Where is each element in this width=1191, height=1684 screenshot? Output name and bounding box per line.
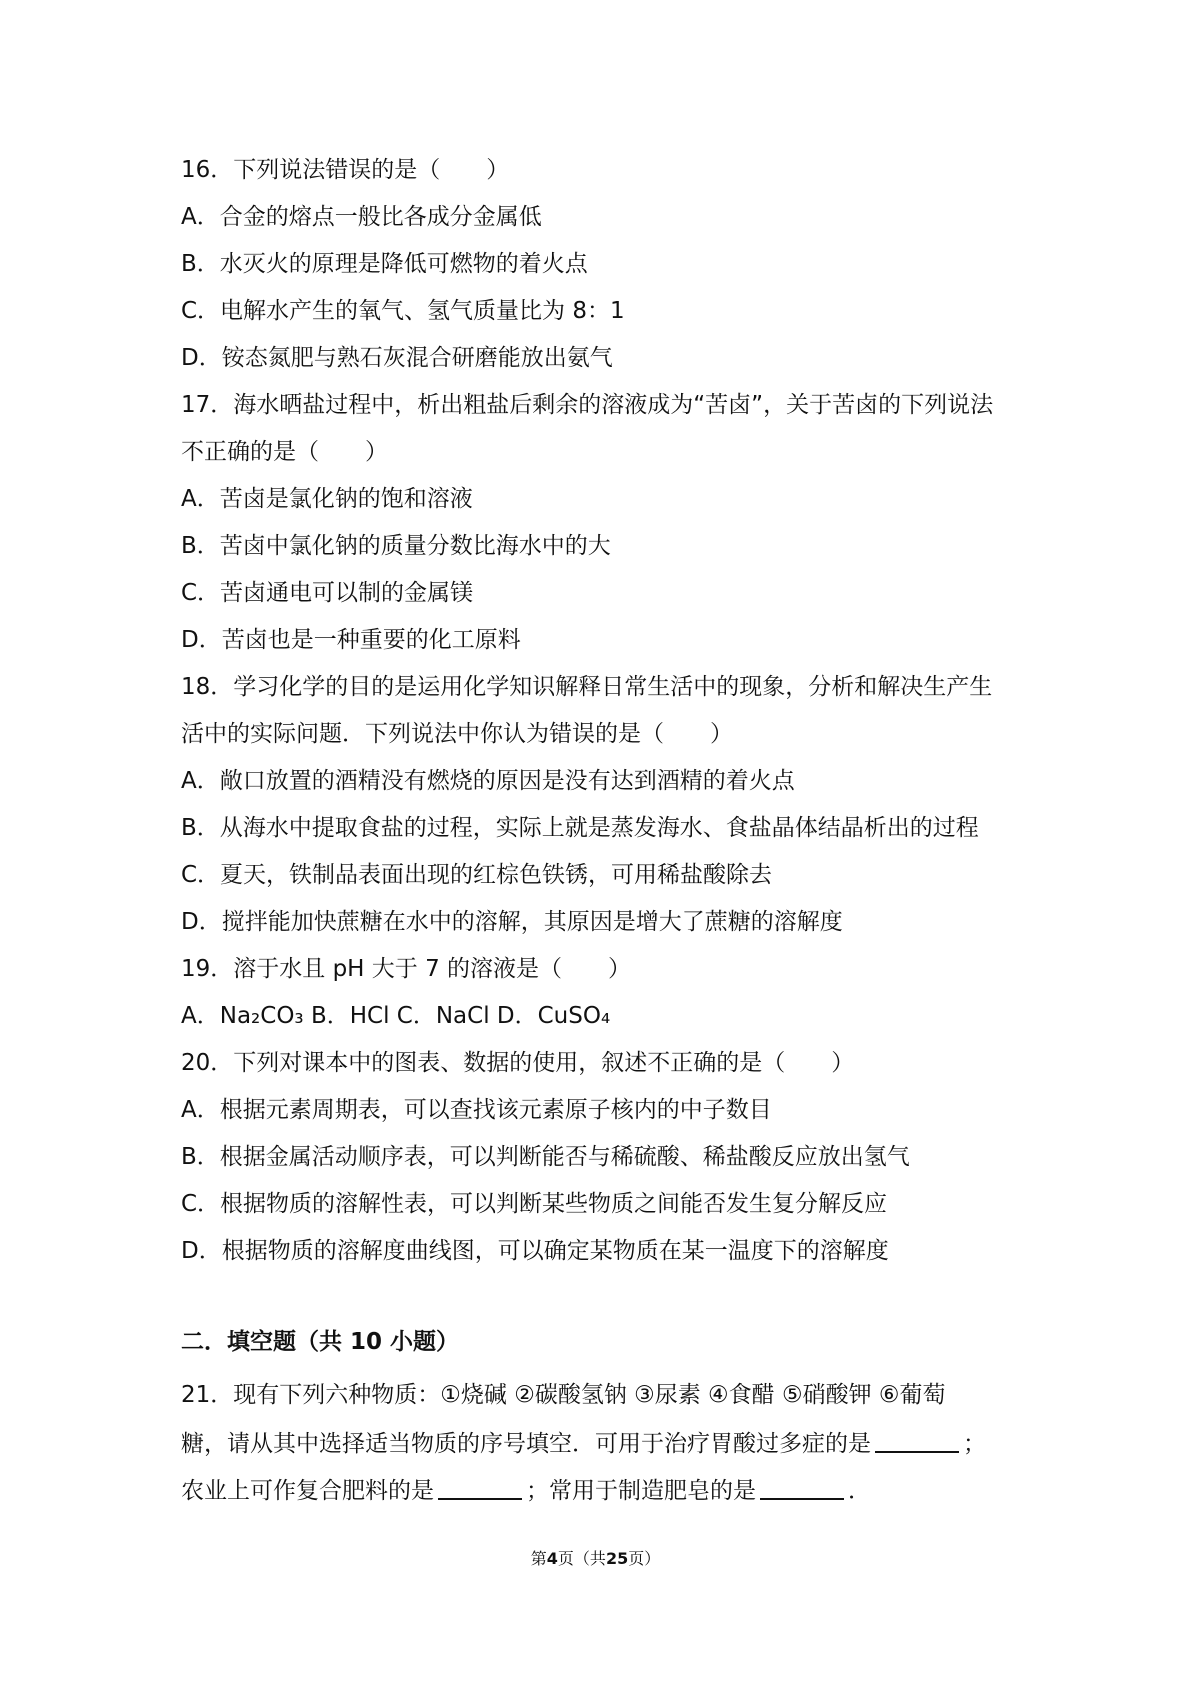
question-21-line2-text: 糖，请从其中选择适当物质的序号填空．可用于治疗胃酸过多症的是	[181, 1431, 871, 1457]
question-18-option-a: A．敞口放置的酒精没有燃烧的原因是没有达到酒精的着火点	[181, 768, 795, 794]
footer-middle: 页（共	[557, 1549, 606, 1568]
question-21-line3-mid: ；常用于制造肥皂的是	[526, 1478, 756, 1504]
question-21-line3	[181, 1474, 1031, 1504]
question-18-stem-line1: 18．学习化学的目的是运用化学知识解释日常生活中的现象，分析和解决生产生	[181, 674, 993, 700]
question-20-option-b: B．根据金属活动顺序表，可以判断能否与稀硫酸、稀盐酸反应放出氢气	[181, 1144, 910, 1170]
page-footer	[0, 1548, 1191, 1570]
section-title: 二．填空题（共 10 小题）	[181, 1329, 460, 1355]
question-16-option-d: D．铵态氮肥与熟石灰混合研磨能放出氨气	[181, 345, 613, 371]
question-19-stem: 19．溶于水且 pH 大于 7 的溶液是（ ）	[181, 956, 632, 982]
question-18-option-c: C．夏天，铁制品表面出现的红棕色铁锈，可用稀盐酸除去	[181, 862, 773, 888]
question-16-option-b: B．水灭火的原理是降低可燃物的着火点	[181, 251, 588, 277]
footer-suffix: 页）	[628, 1549, 661, 1568]
question-18-option-b: B．从海水中提取食盐的过程，实际上就是蒸发海水、食盐晶体结晶析出的过程	[181, 815, 979, 841]
question-18-stem-line2: 活中的实际问题．下列说法中你认为错误的是（ ）	[181, 721, 733, 747]
question-21-line1: 21．现有下列六种物质：①烧碱 ②碳酸氢钠 ③尿素 ④食醋 ⑤硝酸钾 ⑥葡萄	[181, 1382, 946, 1408]
question-16-option-c: C．电解水产生的氧气、氢气质量比为 8：1	[181, 298, 625, 324]
answer-blank-1[interactable]	[875, 1427, 959, 1453]
question-17-stem-line1: 17．海水晒盐过程中，析出粗盐后剩余的溶液成为“苦卤”，关于苦卤的下列说法	[181, 392, 994, 418]
question-21-line3-end: ．	[848, 1478, 871, 1504]
question-17-option-b: B．苦卤中氯化钠的质量分数比海水中的大	[181, 533, 611, 559]
footer-page-number: 4	[546, 1549, 558, 1568]
answer-blank-3[interactable]	[760, 1474, 844, 1500]
question-18-option-d: D．搅拌能加快蔗糖在水中的溶解，其原因是增大了蔗糖的溶解度	[181, 909, 843, 935]
question-20-option-c: C．根据物质的溶解性表，可以判断某些物质之间能否发生复分解反应	[181, 1191, 888, 1217]
question-17-option-a: A．苦卤是氯化钠的饱和溶液	[181, 486, 473, 512]
question-19-options: A．Na₂CO₃ B．HCl C．NaCl D．CuSO₄	[181, 1003, 611, 1029]
question-20-option-d: D．根据物质的溶解度曲线图，可以确定某物质在某一温度下的溶解度	[181, 1238, 889, 1264]
question-21-line2-tail: ；	[963, 1431, 986, 1457]
question-17-option-d: D．苦卤也是一种重要的化工原料	[181, 627, 521, 653]
question-20-stem: 20．下列对课本中的图表、数据的使用，叙述不正确的是（ ）	[181, 1050, 855, 1076]
question-17-stem-line2: 不正确的是（ ）	[181, 439, 388, 465]
question-16-stem: 16．下列说法错误的是（ ）	[181, 157, 510, 183]
question-20-option-a: A．根据元素周期表，可以查找该元素原子核内的中子数目	[181, 1097, 772, 1123]
question-21-line3-text: 农业上可作复合肥料的是	[181, 1478, 434, 1504]
question-17-option-c: C．苦卤通电可以制的金属镁	[181, 580, 474, 606]
question-16-option-a: A．合金的熔点一般比各成分金属低	[181, 204, 542, 230]
footer-prefix: 第	[530, 1549, 547, 1568]
question-21-line2	[181, 1427, 1031, 1457]
footer-total-pages: 25	[605, 1549, 629, 1568]
answer-blank-2[interactable]	[438, 1474, 522, 1500]
